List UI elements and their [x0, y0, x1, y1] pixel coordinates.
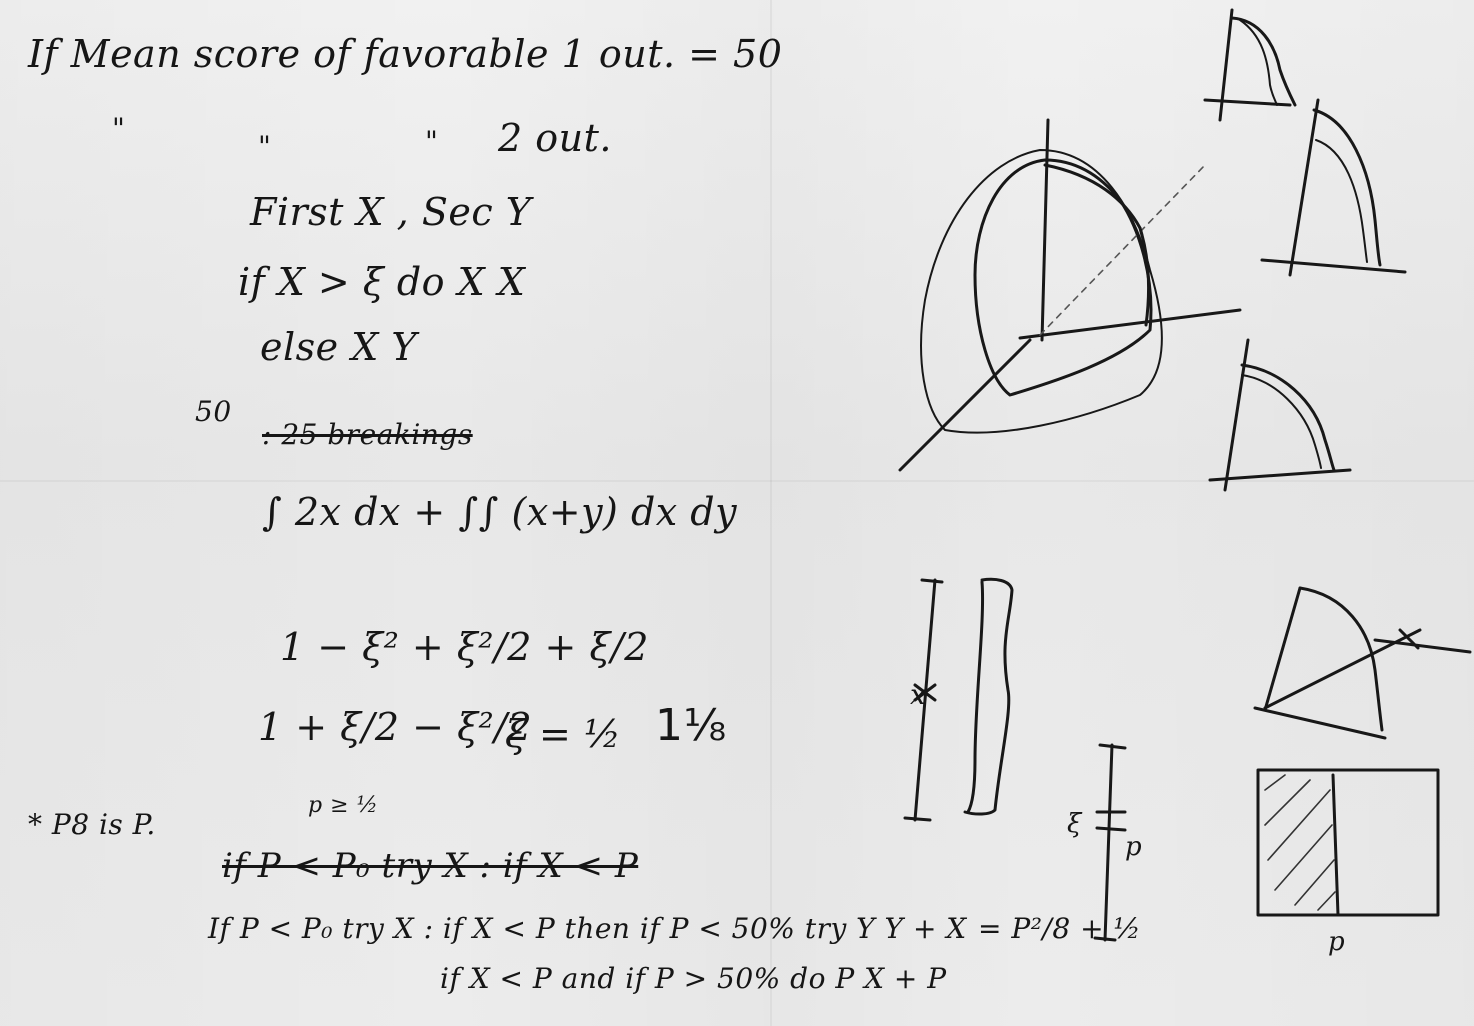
bar-label-x: x — [910, 678, 927, 711]
note-ditto-mark-1: " — [112, 112, 126, 145]
note-line-if-x: if X > ξ do X X — [238, 260, 526, 304]
surface-3d-sketch — [900, 120, 1240, 470]
note-integral: ∫ 2x dx + ∫∫ (x+y) dx dy — [262, 490, 738, 534]
note-line-else: else X Y — [260, 325, 417, 369]
scale-label-p: p — [1125, 832, 1142, 862]
note-rule-1: If P < P₀ try X : if X < P then if P < 50% try Y Y + X — [208, 912, 967, 945]
scale-xi-p-sketch — [1067, 745, 1142, 940]
note-marker-p-half: p ≥ ½ — [308, 793, 379, 818]
note-rule-1-equation: = P²/8 + ½ — [978, 912, 1142, 945]
scale-label-xi: ξ — [1067, 809, 1082, 839]
square-label-p: p — [1328, 927, 1345, 957]
quarter-curve-sketch-2 — [1262, 100, 1405, 275]
note-xi-half: ξ = ½ — [505, 712, 622, 756]
note-struck-breakings: : 25 breakings — [262, 418, 473, 451]
quarter-curve-sketch-3 — [1210, 340, 1350, 490]
note-p8-is-p: * P8 is P. — [28, 808, 156, 841]
note-line-first-sec: First X , Sec Y — [250, 190, 532, 234]
note-expression-2: 1 + ξ/2 − ξ²/2 — [258, 705, 533, 749]
quarter-curve-sketch-1 — [1205, 10, 1295, 120]
note-ditto-mark-2: " — [258, 130, 272, 163]
note-line-mean-score: If Mean score of favorable 1 out. = 50 — [28, 32, 783, 76]
note-result-one-eighth: 1⅛ — [655, 700, 727, 751]
note-line-two-out: 2 out. — [498, 116, 612, 160]
hatched-square-sketch — [1258, 770, 1438, 957]
note-rule-2: if X < P and if P > 50% do P X + P — [440, 962, 947, 995]
triangle-curve-sketch — [1255, 588, 1470, 738]
note-ditto-mark-3: " — [425, 125, 439, 158]
note-struck-rule: if P < P₀ try X : if X < P — [222, 846, 639, 886]
note-expression-1: 1 − ξ² + ξ²/2 + ξ/2 — [280, 625, 649, 669]
note-label-50: 50 — [195, 395, 232, 428]
